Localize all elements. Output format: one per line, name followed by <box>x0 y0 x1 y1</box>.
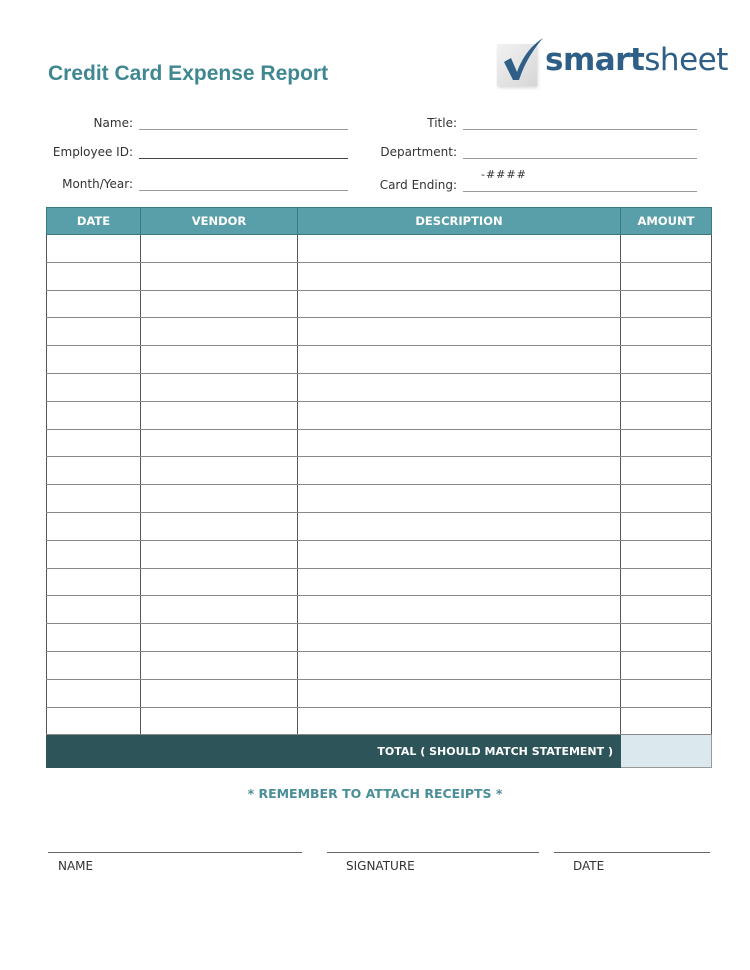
total-amount-cell[interactable] <box>621 735 712 768</box>
cell-date[interactable] <box>47 679 141 707</box>
name-signature-label: NAME <box>58 859 94 873</box>
cell-vendor[interactable] <box>141 679 298 707</box>
table-row <box>47 540 712 568</box>
cell-description[interactable] <box>298 429 621 457</box>
cell-date[interactable] <box>47 262 141 290</box>
logo-brand-bold: smart <box>545 42 645 78</box>
cell-vendor[interactable] <box>141 262 298 290</box>
cell-amount[interactable] <box>621 596 712 624</box>
column-header-date: DATE <box>47 208 141 235</box>
cell-date[interactable] <box>47 346 141 374</box>
cell-vendor[interactable] <box>141 235 298 263</box>
cell-date[interactable] <box>47 568 141 596</box>
cell-date[interactable] <box>47 512 141 540</box>
smartsheet-logo <box>497 38 737 92</box>
cell-amount[interactable] <box>621 485 712 513</box>
cell-amount[interactable] <box>621 290 712 318</box>
cell-date[interactable] <box>47 485 141 513</box>
table-row <box>47 568 712 596</box>
table-row <box>47 401 712 429</box>
cell-vendor[interactable] <box>141 485 298 513</box>
table-row <box>47 235 712 263</box>
cell-date[interactable] <box>47 429 141 457</box>
cell-date[interactable] <box>47 290 141 318</box>
cell-vendor[interactable] <box>141 596 298 624</box>
cell-vendor[interactable] <box>141 373 298 401</box>
cell-date[interactable] <box>47 235 141 263</box>
card-ending-value: -#### <box>481 168 527 181</box>
attach-receipts-reminder: * REMEMBER TO ATTACH RECEIPTS * <box>247 786 503 801</box>
cell-amount[interactable] <box>621 457 712 485</box>
cell-date[interactable] <box>47 318 141 346</box>
cell-description[interactable] <box>298 318 621 346</box>
cell-date[interactable] <box>47 707 141 735</box>
date-signature-label: DATE <box>573 859 605 873</box>
card-ending-label: Card Ending: <box>379 178 457 192</box>
title-field <box>360 116 697 130</box>
cell-date[interactable] <box>47 596 141 624</box>
cell-date[interactable] <box>47 540 141 568</box>
table-row <box>47 373 712 401</box>
month-year-label: Month/Year: <box>62 177 133 191</box>
cell-date[interactable] <box>47 373 141 401</box>
table-row <box>47 651 712 679</box>
department-input[interactable] <box>463 145 697 159</box>
cell-amount[interactable] <box>621 707 712 735</box>
cell-description[interactable] <box>298 290 621 318</box>
cell-vendor[interactable] <box>141 290 298 318</box>
cell-amount[interactable] <box>621 624 712 652</box>
cell-description[interactable] <box>298 235 621 263</box>
table-row <box>47 429 712 457</box>
name-signature-line[interactable] <box>48 852 302 853</box>
cell-vendor[interactable] <box>141 624 298 652</box>
cell-amount[interactable] <box>621 346 712 374</box>
cell-vendor[interactable] <box>141 429 298 457</box>
cell-date[interactable] <box>47 624 141 652</box>
date-signature-line[interactable] <box>554 852 710 853</box>
title-label: Title: <box>427 116 457 130</box>
logo-text <box>545 42 728 78</box>
table-row <box>47 346 712 374</box>
department-field <box>360 145 697 159</box>
cell-description[interactable] <box>298 373 621 401</box>
cell-description[interactable] <box>298 401 621 429</box>
cell-description[interactable] <box>298 707 621 735</box>
cell-description[interactable] <box>298 512 621 540</box>
table-row <box>47 624 712 652</box>
employee-id-input[interactable] <box>139 145 348 159</box>
table-row <box>47 596 712 624</box>
cell-vendor[interactable] <box>141 568 298 596</box>
table-row <box>47 512 712 540</box>
cell-description[interactable] <box>298 262 621 290</box>
cell-amount[interactable] <box>621 373 712 401</box>
cell-vendor[interactable] <box>141 401 298 429</box>
cell-description[interactable] <box>298 485 621 513</box>
column-header-vendor: VENDOR <box>141 208 298 235</box>
cell-vendor[interactable] <box>141 651 298 679</box>
column-header-description: DESCRIPTION <box>298 208 621 235</box>
table-row <box>47 262 712 290</box>
table-row <box>47 290 712 318</box>
cell-amount[interactable] <box>621 512 712 540</box>
cell-description[interactable] <box>298 596 621 624</box>
card-ending-field <box>360 168 697 192</box>
table-row <box>47 318 712 346</box>
cell-description[interactable] <box>298 651 621 679</box>
total-label: TOTAL ( SHOULD MATCH STATEMENT ) <box>47 735 621 768</box>
column-header-amount: AMOUNT <box>621 208 712 235</box>
table-row <box>47 679 712 707</box>
signature-line[interactable] <box>327 852 539 853</box>
table-row <box>47 457 712 485</box>
cell-amount[interactable] <box>621 651 712 679</box>
card-ending-input[interactable] <box>463 168 697 192</box>
cell-vendor[interactable] <box>141 512 298 540</box>
cell-description[interactable] <box>298 346 621 374</box>
month-year-input[interactable] <box>139 177 348 191</box>
logo-brand-light: sheet <box>644 42 728 78</box>
cell-amount[interactable] <box>621 235 712 263</box>
cell-amount[interactable] <box>621 262 712 290</box>
cell-description[interactable] <box>298 457 621 485</box>
employee-id-field <box>40 145 348 159</box>
table-row <box>47 485 712 513</box>
cell-vendor[interactable] <box>141 457 298 485</box>
checkmark-icon <box>501 38 545 82</box>
cell-vendor[interactable] <box>141 346 298 374</box>
cell-amount[interactable] <box>621 401 712 429</box>
table-row <box>47 707 712 735</box>
cell-description[interactable] <box>298 624 621 652</box>
cell-description[interactable] <box>298 679 621 707</box>
employee-id-label: Employee ID: <box>52 145 133 159</box>
cell-amount[interactable] <box>621 318 712 346</box>
name-input[interactable] <box>139 116 348 130</box>
cell-vendor[interactable] <box>141 318 298 346</box>
table-header-row <box>47 208 712 235</box>
cell-vendor[interactable] <box>141 540 298 568</box>
total-row <box>47 735 712 768</box>
cell-date[interactable] <box>47 651 141 679</box>
cell-amount[interactable] <box>621 429 712 457</box>
signature-label: SIGNATURE <box>346 859 415 873</box>
title-input[interactable] <box>463 116 697 130</box>
department-label: Department: <box>380 145 457 159</box>
cell-description[interactable] <box>298 540 621 568</box>
page-title: Credit Card Expense Report <box>48 62 329 85</box>
cell-date[interactable] <box>47 401 141 429</box>
cell-description[interactable] <box>298 568 621 596</box>
cell-vendor[interactable] <box>141 707 298 735</box>
name-label: Name: <box>93 116 133 130</box>
expense-table <box>46 207 712 768</box>
cell-amount[interactable] <box>621 540 712 568</box>
name-field <box>40 116 348 130</box>
month-year-field <box>40 177 348 191</box>
cell-date[interactable] <box>47 457 141 485</box>
cell-amount[interactable] <box>621 679 712 707</box>
cell-amount[interactable] <box>621 568 712 596</box>
